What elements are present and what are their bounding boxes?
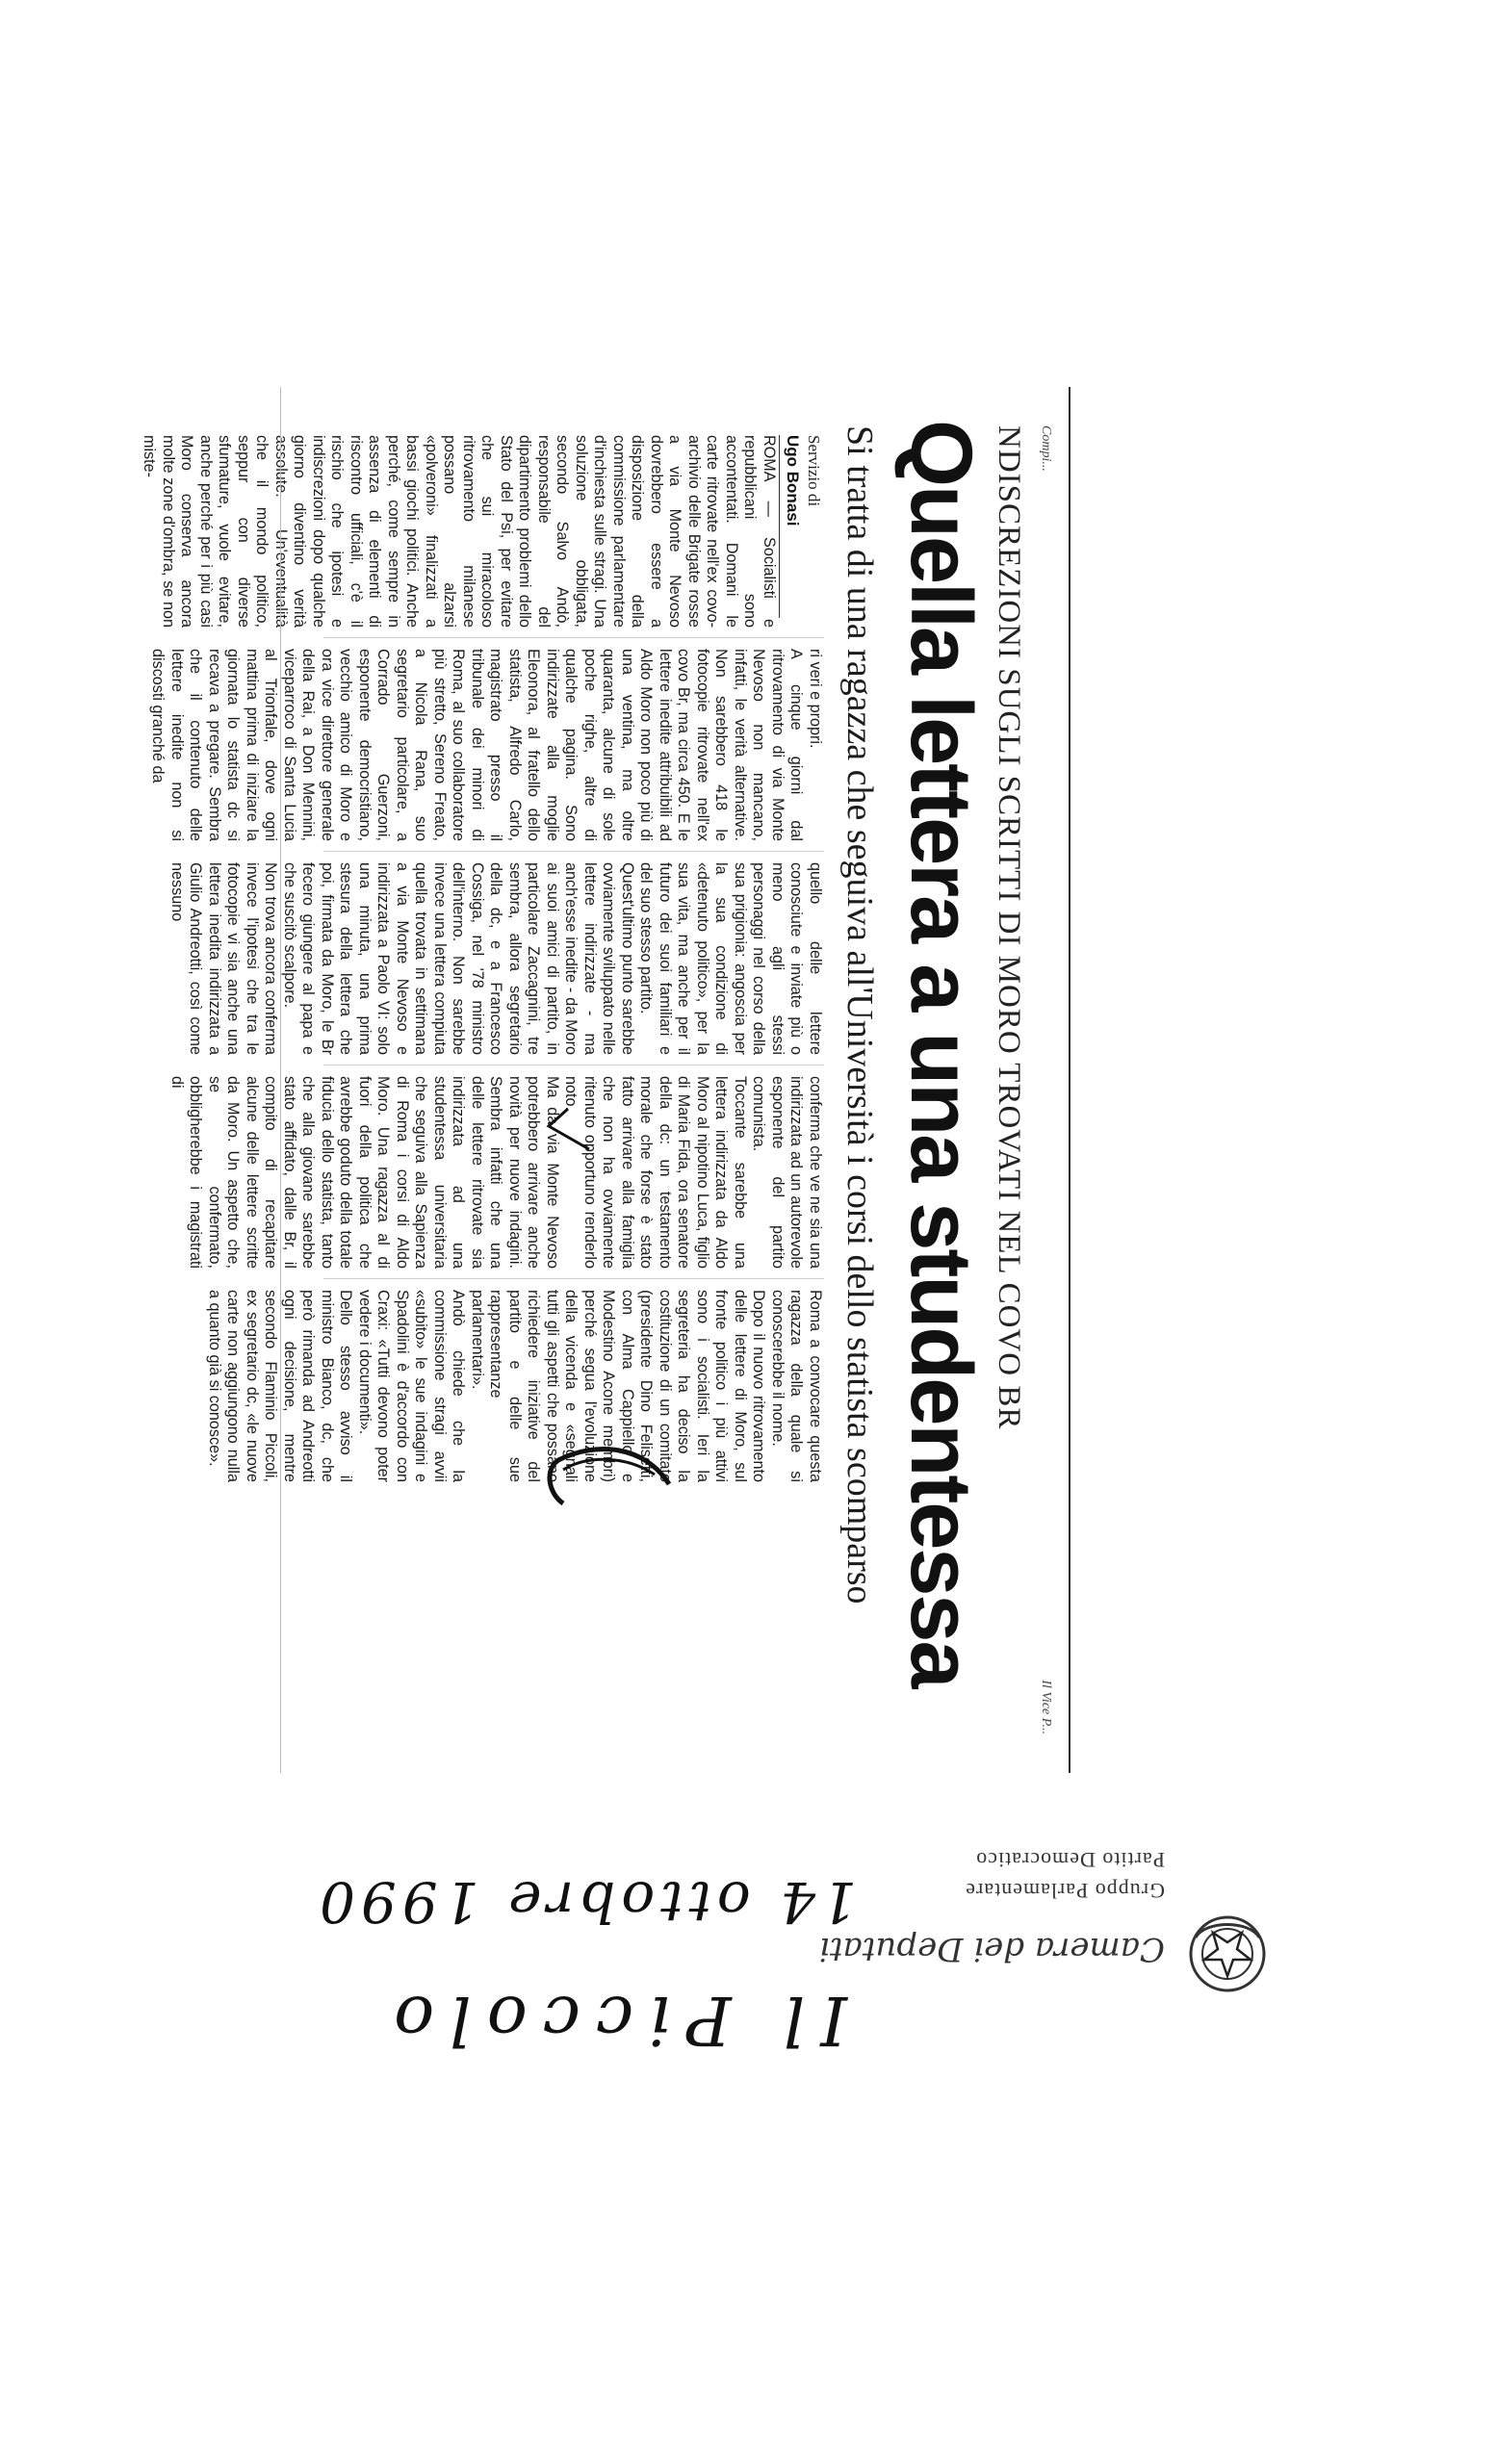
article-headline: Quella lettera a una studentessa bbox=[892, 420, 989, 1687]
byline-service: Servizio di bbox=[805, 435, 823, 507]
article-column-4: conferma che ve ne sia una indirizzata ad un autorevole esponente del partito comunista. Toccante sarebbe una lettera indirizzata da Aldo Moro al nipotino Luca, figlio di Maria Fida, ora senatore della dc: un testamento morale che forse è stato fatto arrivare alla famiglia che non ha ovviamente ritenuto opportuno renderlo noto. Ma da via Monte Nevoso potrebbero arrivare anche novità per nuove indagini. Sembra infatti che una delle lettere ritrovate sia indirizzata ad una studentessa universitaria che seguiva alla Sapienza di Roma i corsi di Aldo Moro. Una ragazza al di fuori della politica che avrebbe goduto della totale fiducia dello statista, tanto che alla giovane sarebbe stato affidato, dalle Br, il compito di recapitare alcune delle lettere scritte da Moro. Un aspetto che, se confermato, obbligherebbe i magistrati di bbox=[168, 1076, 824, 1269]
byline-author: Ugo Bonasi bbox=[779, 435, 803, 618]
clipping-top-rule bbox=[1069, 387, 1070, 1773]
column-divider bbox=[323, 851, 824, 852]
handwritten-newspaper-name: Il Piccolo bbox=[378, 1981, 847, 2060]
stamp-group-line: Gruppo Parlamentare bbox=[965, 1879, 1165, 1903]
pen-check-mark bbox=[539, 1099, 597, 1157]
article-byline bbox=[779, 435, 824, 618]
stamp-party-line: Partito Democratico bbox=[975, 1848, 1165, 1872]
pen-bracket-mark bbox=[539, 1426, 674, 1513]
newspaper-clipping bbox=[141, 387, 1078, 1773]
article-subhead: Si tratta di una ragazza che seguiva all'Università i corsi dello statista scomparso bbox=[839, 425, 880, 1604]
republic-emblem-icon bbox=[1184, 1911, 1271, 1997]
article-column-2: ri veri e propri. A cinque giorni dal ritrovamento di via Monte Nevoso non mancano, infatti, le verità alternative. Non sarebbero 418 le fotocopie ritrovate nell'ex covo Br, ma circa 450. E le lettere inedite attribuibili ad Aldo Moro non poco più di una ventina, ma oltre quaranta, alcune di sole poche righe, altre di qualche pagina. Sono indirizzate alla moglie Eleonora, al fratello dello statista, Alfredo Carlo, magistrato presso il tribunale dei minori di Roma, al suo collaboratore più stretto, Sereno Freato, a Nicola Rana, suo segretario particolare, a Corrado Guerzoni, esponente democristiano, vecchio amico di Moro e ora vice direttore generale della Rai, a Don Mennini, viceparroco di Santa Lucia al Trionfale, dove ogni mattina prima di iniziare la giornata lo statista dc si recava a pregare. Sembra che il contenuto delle lettere inedite non si discosti granché da bbox=[149, 649, 824, 841]
column-divider bbox=[323, 1278, 824, 1279]
page-note-right: Il Vice P... bbox=[1039, 1680, 1053, 1734]
article-column-5: Roma a convocare questa ragazza della quale si conoscerebbe il nome. Dopo il nuovo ritrovamento delle lettere di Moro, sul fronte politico i più attivi sono i socialisti. Ieri la segreteria ha deciso la costituzione di un comitato (presidente Dino Felisetti, con Alma Cappiello e Modestino Acone membri) perché segua l'evoluzione della vicenda e «segnali tutti gli aspetti che possano richiedere iniziative del partito e delle sue rappresentanze parlamentari». Andò chiede che la commissione stragi avvii «subito» le sue indagini e Spadolini è d'accordo con Craxi: «Tutti devono poter vedere i documenti». Dello stesso avviso il ministro Bianco, dc, che però rimanda ad Andreotti ogni decisione, mentre secondo Flaminio Piccoli, ex segretario dc, «le nuove carte non aggiungono nulla a quanto già si conosce». bbox=[206, 1290, 824, 1482]
handwritten-date: 14 ottobre 1990 bbox=[314, 1869, 857, 1935]
stamp-title: Camera dei Deputati bbox=[818, 1930, 1165, 1968]
article-column-1: ROMA — Socialisti e repubblicani sono accontentati. Domani le carte ritrovate nell'ex covo-archivio delle Brigate rosse a via Monte Nevoso dovrebbero essere a disposizione della commissione parlamentare d'inchiesta sulle stragi. Una soluzione obbligata, secondo Salvo Andò, responsabile del dipartimento problemi dello Stato del Psi, per evitare che sui miracoloso ritrovamento milanese possano alzarsi «polveroni» finalizzati a bassi giochi politici. Anche perché, come sempre in assenza di elementi di riscontro ufficiali, c'è il rischio che ipotesi e indiscrezioni dopo qualche giorno diventino verità assolute. Un'eventualità che il mondo politico, seppur con diverse sfumature, vuole evitare, anche perché per i più casi Moro conserva ancora molte zone d'ombra, se non miste- bbox=[141, 435, 778, 628]
clipping-bottom-edge bbox=[280, 387, 281, 1773]
article-column-3: quello delle lettere conosciute e inviate più o meno agli stessi personaggi nel corso della sua prigionia: angoscia per la sua condizione di «detenuto politico», per la sua vita, ma anche per il futuro dei suoi familiari e del suo stesso partito. Quest'ultimo punto sarebbe ovviamente sviluppato nelle lettere indirizzate - ma anch'esse inedite - da Moro ai suoi amici di partito, in particolare Zaccagnini, tre sembra, allora segretario della dc, e a Francesco Cossiga, nel '78 ministro dell'interno. Non sarebbe invece una lettera compiuta quella trovata in settimana a via Monte Nevoso e indirizzata a Paolo VI: solo una minuta, una prima stesura della lettera che poi, firmata da Moro, le Br fecero giungere al papa e che suscitò scalpore. Non trova ancora conferma invece l'ipotesi che tra le fotocopie vi sia anche una lettera inedita indirizzata a Giulio Andreotti, così come nessuno bbox=[168, 862, 824, 1055]
handwritten-annotation bbox=[289, 1810, 886, 2079]
article-kicker: NDISCREZIONI SUGLI SCRITTI DI MORO TROVATI NEL COVO BR bbox=[992, 425, 1026, 1430]
parliament-stamp bbox=[818, 1718, 1280, 2007]
column-divider bbox=[323, 637, 824, 638]
page-note-left: Compi... bbox=[1039, 425, 1053, 472]
